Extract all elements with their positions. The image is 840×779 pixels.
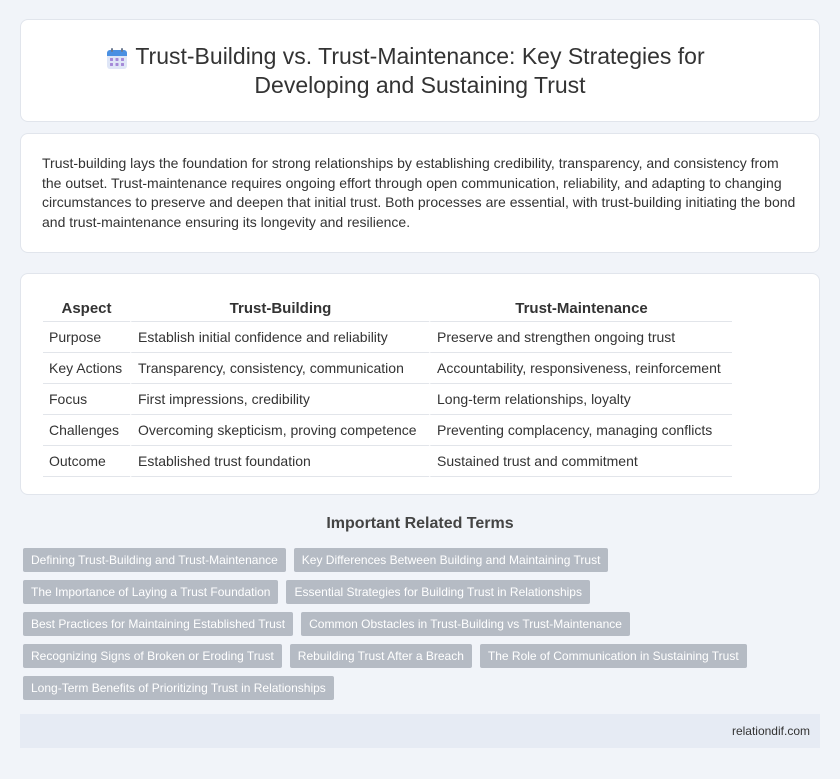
header-card (20, 19, 820, 122)
tag-row (23, 676, 813, 700)
table-cell: Sustained trust and commitment (429, 446, 732, 477)
table-row (43, 322, 732, 353)
table-cell: Outcome (43, 446, 130, 477)
related-term-tag[interactable]: Common Obstacles in Trust-Building vs Trust-Maintenance (301, 612, 630, 636)
tag-row (23, 580, 813, 604)
table-cell: Establish initial confidence and reliability (130, 322, 429, 353)
header-trust-maintenance: Trust-Maintenance (429, 296, 732, 322)
table-row (43, 353, 732, 384)
table-row (43, 415, 732, 446)
page-title-line1: Trust-Building vs. Trust-Maintenance: Key Strategies for (135, 43, 705, 69)
page-title (21, 42, 819, 100)
header-aspect: Aspect (43, 296, 130, 322)
table-header-row (43, 296, 732, 322)
related-term-tag[interactable]: Key Differences Between Building and Maintaining Trust (294, 548, 609, 572)
table-cell: Key Actions (43, 353, 130, 384)
comparison-card (20, 273, 820, 495)
table-row (43, 446, 732, 477)
related-term-tag[interactable]: Best Practices for Maintaining Established Trust (23, 612, 293, 636)
table-cell: Preserve and strengthen ongoing trust (429, 322, 732, 353)
related-term-tag[interactable]: Essential Strategies for Building Trust in Relationships (286, 580, 589, 604)
intro-paragraph: Trust-building lays the foundation for strong relationships by establishing credibility, transparency, and consistency from the outset. Trust-maintenance requires ongoing effort through open communication, reliability, and adapting to changing circumstances to preserve and deepen that initial trust. Both processes are essential, with trust-building initiating the bond and trust-maintenance ensuring its longevity and resilience. (42, 155, 796, 230)
table-cell: First impressions, credibility (130, 384, 429, 415)
header-trust-building: Trust-Building (130, 296, 429, 322)
related-term-tag[interactable]: The Importance of Laying a Trust Foundation (23, 580, 278, 604)
table-cell: Purpose (43, 322, 130, 353)
tag-row (23, 644, 813, 668)
table-cell: Accountability, responsiveness, reinforcement (429, 353, 732, 384)
table-cell: Overcoming skepticism, proving competence (130, 415, 429, 446)
related-term-tag[interactable]: The Role of Communication in Sustaining Trust (480, 644, 747, 668)
table-cell: Transparency, consistency, communication (130, 353, 429, 384)
intro-card (20, 133, 820, 253)
table-row (43, 384, 732, 415)
comparison-table (43, 296, 732, 477)
table-cell: Established trust foundation (130, 446, 429, 477)
table-cell: Preventing complacency, managing conflicts (429, 415, 732, 446)
page-title-line2: Developing and Sustaining Trust (254, 72, 586, 98)
table-cell: Challenges (43, 415, 130, 446)
related-term-tag[interactable]: Rebuilding Trust After a Breach (290, 644, 472, 668)
table-cell: Long-term relationships, loyalty (429, 384, 732, 415)
tag-row (23, 612, 813, 636)
related-term-tag[interactable]: Long-Term Benefits of Prioritizing Trust in Relationships (23, 676, 334, 700)
related-terms-title: Important Related Terms (326, 515, 514, 532)
table-cell: Focus (43, 384, 130, 415)
related-term-tag[interactable]: Defining Trust-Building and Trust-Maintenance (23, 548, 286, 572)
footer-site-name: relationdif.com (731, 724, 810, 738)
footer (20, 714, 820, 748)
related-term-tag[interactable]: Recognizing Signs of Broken or Eroding Trust (23, 644, 282, 668)
related-terms-list (23, 548, 813, 708)
tag-row (23, 548, 813, 572)
